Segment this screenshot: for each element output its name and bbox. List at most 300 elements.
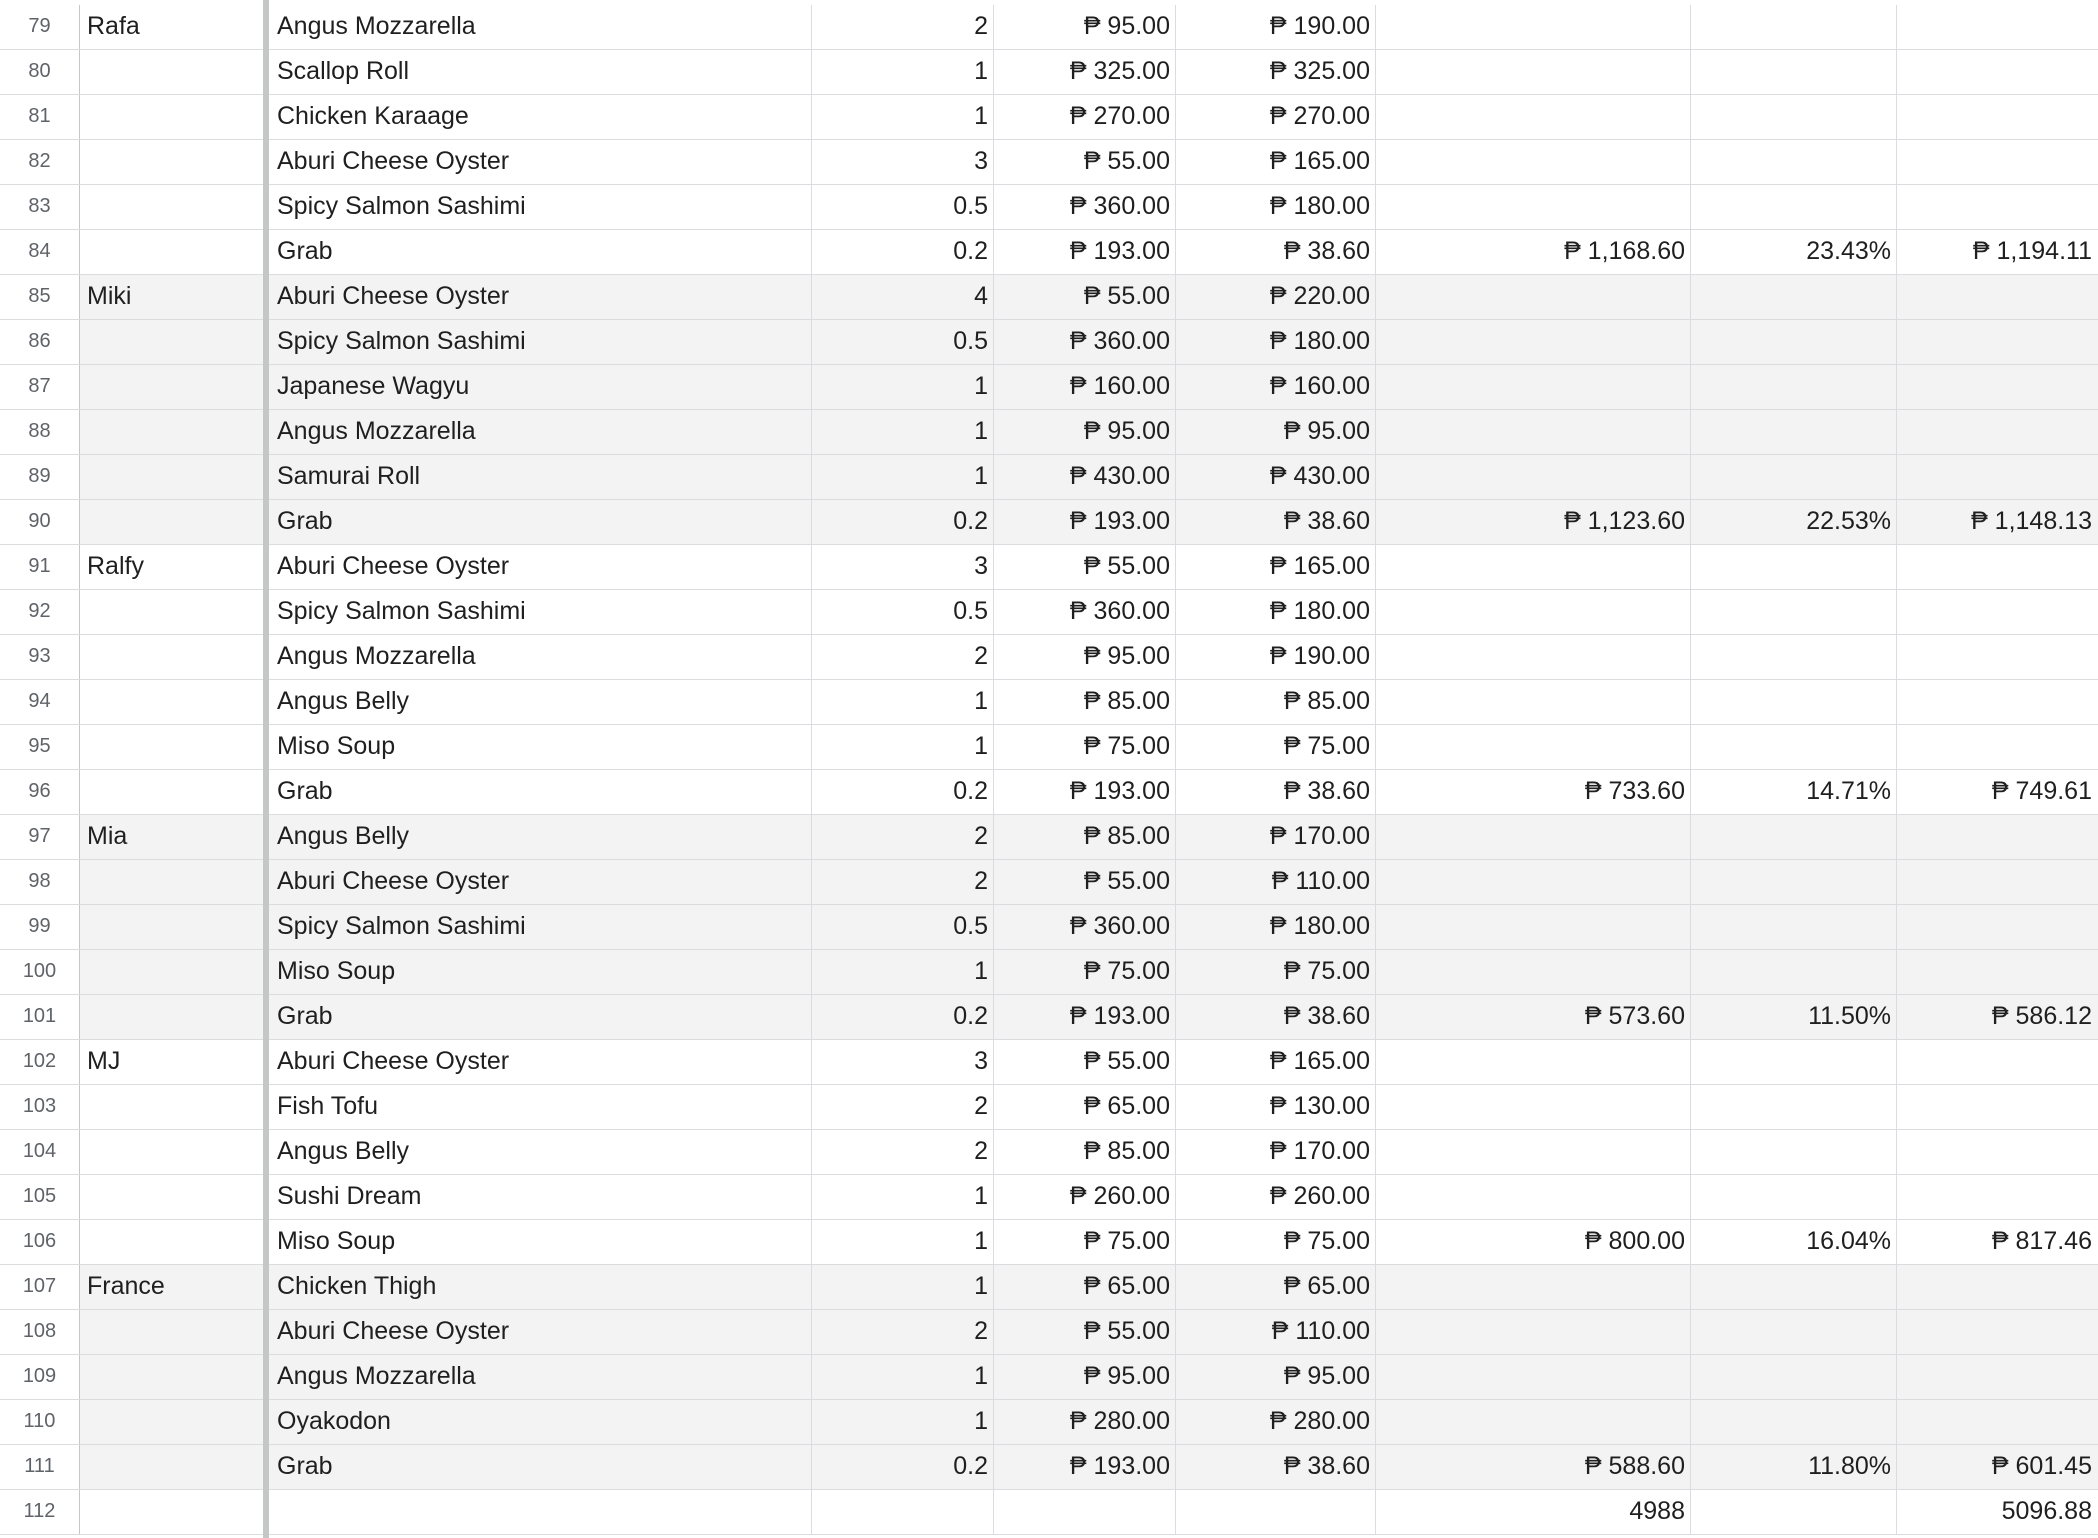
cell-amount-due[interactable]: [1897, 1085, 2098, 1129]
cell-quantity[interactable]: 2: [812, 860, 994, 904]
cell-line-total[interactable]: ₱ 38.60: [1176, 770, 1376, 814]
cell-person-subtotal[interactable]: ₱ 573.60: [1376, 995, 1691, 1039]
cell-amount-due[interactable]: [1897, 50, 2098, 94]
cell-person-subtotal[interactable]: [1376, 1310, 1691, 1354]
row-number[interactable]: 91: [0, 545, 80, 589]
cell-person-subtotal[interactable]: [1376, 50, 1691, 94]
cell-amount-due[interactable]: [1897, 860, 2098, 904]
cell-person-name[interactable]: [80, 185, 266, 229]
cell-person-subtotal[interactable]: [1376, 905, 1691, 949]
cell-person-subtotal[interactable]: [1376, 185, 1691, 229]
cell-person-subtotal[interactable]: [1376, 635, 1691, 679]
cell-share-percent[interactable]: [1691, 95, 1897, 139]
cell-person-name[interactable]: [80, 1085, 266, 1129]
row-number[interactable]: 98: [0, 860, 80, 904]
cell-unit-price[interactable]: ₱ 193.00: [994, 770, 1176, 814]
cell-unit-price[interactable]: ₱ 75.00: [994, 725, 1176, 769]
cell-share-percent[interactable]: [1691, 1130, 1897, 1174]
cell-person-name[interactable]: [80, 500, 266, 544]
cell-line-total[interactable]: ₱ 75.00: [1176, 950, 1376, 994]
cell-person-name[interactable]: [80, 635, 266, 679]
cell-amount-due[interactable]: 5096.88: [2001, 1497, 2092, 1525]
cell-share-percent[interactable]: [1691, 590, 1897, 634]
cell-quantity[interactable]: 0.2: [812, 770, 994, 814]
cell-unit-price[interactable]: ₱ 55.00: [994, 1310, 1176, 1354]
row-number[interactable]: 83: [0, 185, 80, 229]
cell-unit-price[interactable]: ₱ 280.00: [994, 1400, 1176, 1444]
cell-person-subtotal[interactable]: [1376, 860, 1691, 904]
cell-line-total[interactable]: ₱ 270.00: [1176, 95, 1376, 139]
cell-item[interactable]: Spicy Salmon Sashimi: [269, 590, 812, 634]
cell-line-total[interactable]: [1176, 1490, 1376, 1534]
row-number[interactable]: 105: [0, 1175, 80, 1219]
row-number[interactable]: 100: [0, 950, 80, 994]
cell-line-total[interactable]: ₱ 75.00: [1176, 725, 1376, 769]
cell-person-name[interactable]: [80, 680, 266, 724]
cell-person-name[interactable]: Ralfy: [80, 545, 266, 589]
cell-item[interactable]: Miso Soup: [269, 950, 812, 994]
cell-share-percent[interactable]: 23.43%: [1691, 230, 1897, 274]
row-number[interactable]: 107: [0, 1265, 80, 1309]
cell-unit-price[interactable]: ₱ 55.00: [994, 140, 1176, 184]
cell-unit-price[interactable]: ₱ 95.00: [994, 5, 1176, 49]
cell-person-name[interactable]: [80, 1175, 266, 1219]
row-number[interactable]: 103: [0, 1085, 80, 1129]
cell-person-subtotal[interactable]: [1376, 410, 1691, 454]
cell-item[interactable]: Oyakodon: [269, 1400, 812, 1444]
cell-line-total[interactable]: ₱ 180.00: [1176, 905, 1376, 949]
cell-amount-due[interactable]: [1897, 455, 2098, 499]
cell-line-total[interactable]: ₱ 170.00: [1176, 815, 1376, 859]
cell-person-subtotal[interactable]: [1376, 590, 1691, 634]
cell-quantity[interactable]: 0.5: [812, 590, 994, 634]
row-number[interactable]: 84: [0, 230, 80, 274]
cell-unit-price[interactable]: ₱ 55.00: [994, 275, 1176, 319]
row-number[interactable]: 92: [0, 590, 80, 634]
cell-line-total[interactable]: ₱ 170.00: [1176, 1130, 1376, 1174]
row-number[interactable]: 96: [0, 770, 80, 814]
cell-share-percent[interactable]: [1691, 950, 1897, 994]
cell-item[interactable]: Angus Mozzarella: [269, 1355, 812, 1399]
cell-share-percent[interactable]: [1691, 635, 1897, 679]
cell-person-subtotal[interactable]: [1376, 1040, 1691, 1084]
cell-quantity[interactable]: 0.2: [812, 500, 994, 544]
cell-share-percent[interactable]: [1691, 275, 1897, 319]
cell-unit-price[interactable]: ₱ 193.00: [994, 1445, 1176, 1489]
cell-amount-due[interactable]: [1897, 185, 2098, 229]
cell-item[interactable]: Angus Belly: [269, 815, 812, 859]
cell-line-total[interactable]: ₱ 38.60: [1176, 230, 1376, 274]
cell-line-total[interactable]: ₱ 190.00: [1176, 5, 1376, 49]
cell-person-name[interactable]: [80, 590, 266, 634]
cell-line-total[interactable]: ₱ 220.00: [1176, 275, 1376, 319]
cell-unit-price[interactable]: ₱ 360.00: [994, 320, 1176, 364]
cell-item[interactable]: Aburi Cheese Oyster: [269, 545, 812, 589]
row-number[interactable]: 82: [0, 140, 80, 184]
cell-item[interactable]: Scallop Roll: [269, 50, 812, 94]
cell-share-percent[interactable]: [1691, 1265, 1897, 1309]
cell-share-percent[interactable]: [1691, 680, 1897, 724]
cell-unit-price[interactable]: ₱ 95.00: [994, 635, 1176, 679]
cell-person-name[interactable]: [80, 1310, 266, 1354]
cell-quantity[interactable]: 3: [812, 1040, 994, 1084]
cell-item[interactable]: Miso Soup: [269, 1220, 812, 1264]
row-number[interactable]: 102: [0, 1040, 80, 1084]
cell-person-subtotal[interactable]: ₱ 800.00: [1376, 1220, 1691, 1264]
cell-person-name[interactable]: [80, 95, 266, 139]
cell-person-name[interactable]: [80, 410, 266, 454]
cell-amount-due[interactable]: [1897, 365, 2098, 409]
cell-amount-due[interactable]: [1897, 410, 2098, 454]
cell-share-percent[interactable]: [1691, 365, 1897, 409]
cell-amount-due[interactable]: [1897, 1130, 2098, 1174]
cell-share-percent[interactable]: [1691, 1040, 1897, 1084]
cell-person-subtotal[interactable]: 4988: [1376, 1490, 1691, 1534]
cell-unit-price[interactable]: ₱ 260.00: [994, 1175, 1176, 1219]
cell-line-total[interactable]: ₱ 165.00: [1176, 1040, 1376, 1084]
cell-person-subtotal[interactable]: [1376, 1130, 1691, 1174]
row-number[interactable]: 109: [0, 1355, 80, 1399]
cell-item[interactable]: Chicken Karaage: [269, 95, 812, 139]
cell-share-percent[interactable]: [1691, 410, 1897, 454]
cell-quantity[interactable]: 1: [812, 95, 994, 139]
cell-quantity[interactable]: 0.2: [812, 230, 994, 274]
row-number[interactable]: 87: [0, 365, 80, 409]
cell-person-name[interactable]: [80, 905, 266, 949]
cell-quantity[interactable]: 0.2: [812, 1445, 994, 1489]
row-number[interactable]: 111: [0, 1445, 80, 1489]
cell-amount-due[interactable]: [1897, 140, 2098, 184]
cell-quantity[interactable]: 2: [812, 5, 994, 49]
cell-item[interactable]: Angus Mozzarella: [269, 5, 812, 49]
cell-item[interactable]: Fish Tofu: [269, 1085, 812, 1129]
cell-amount-due[interactable]: [1897, 5, 2098, 49]
cell-unit-price[interactable]: ₱ 85.00: [994, 815, 1176, 859]
cell-share-percent[interactable]: [1691, 140, 1897, 184]
cell-person-name[interactable]: France: [80, 1265, 266, 1309]
cell-item[interactable]: Angus Belly: [269, 680, 812, 724]
cell-item[interactable]: Grab: [269, 995, 812, 1039]
cell-person-subtotal[interactable]: [1376, 545, 1691, 589]
cell-unit-price[interactable]: ₱ 360.00: [994, 185, 1176, 229]
cell-item[interactable]: Grab: [269, 1445, 812, 1489]
cell-person-subtotal[interactable]: [1376, 95, 1691, 139]
cell-person-name[interactable]: [80, 1445, 266, 1489]
cell-item[interactable]: Chicken Thigh: [269, 1265, 812, 1309]
cell-person-name[interactable]: [80, 1400, 266, 1444]
cell-person-subtotal[interactable]: ₱ 588.60: [1376, 1445, 1691, 1489]
cell-person-name[interactable]: [80, 950, 266, 994]
cell-amount-due[interactable]: [1897, 680, 2098, 724]
cell-quantity[interactable]: [812, 1490, 994, 1534]
cell-share-percent[interactable]: [1691, 50, 1897, 94]
row-number[interactable]: 80: [0, 50, 80, 94]
cell-amount-due[interactable]: [1897, 545, 2098, 589]
cell-line-total[interactable]: ₱ 280.00: [1176, 1400, 1376, 1444]
cell-share-percent[interactable]: [1691, 545, 1897, 589]
cell-amount-due[interactable]: [1897, 1310, 2098, 1354]
cell-person-subtotal[interactable]: [1376, 320, 1691, 364]
cell-amount-due[interactable]: ₱ 1,148.13: [1897, 500, 2098, 544]
cell-unit-price[interactable]: ₱ 95.00: [994, 410, 1176, 454]
cell-quantity[interactable]: 4: [812, 275, 994, 319]
cell-amount-due[interactable]: [1897, 1355, 2098, 1399]
cell-person-subtotal[interactable]: [1376, 140, 1691, 184]
cell-person-subtotal[interactable]: [1376, 455, 1691, 499]
cell-item[interactable]: Aburi Cheese Oyster: [269, 1310, 812, 1354]
cell-unit-price[interactable]: ₱ 65.00: [994, 1265, 1176, 1309]
cell-line-total[interactable]: ₱ 160.00: [1176, 365, 1376, 409]
cell-person-subtotal[interactable]: [1376, 680, 1691, 724]
cell-person-name[interactable]: [80, 860, 266, 904]
cell-amount-due[interactable]: [1897, 635, 2098, 679]
cell-unit-price[interactable]: ₱ 160.00: [994, 365, 1176, 409]
row-number[interactable]: 95: [0, 725, 80, 769]
cell-item[interactable]: Miso Soup: [269, 725, 812, 769]
cell-quantity[interactable]: 3: [812, 140, 994, 184]
cell-unit-price[interactable]: ₱ 360.00: [994, 590, 1176, 634]
cell-amount-due[interactable]: ₱ 817.46: [1991, 1227, 2092, 1255]
cell-person-name[interactable]: Miki: [80, 275, 266, 319]
cell-share-percent[interactable]: [1691, 1085, 1897, 1129]
cell-share-percent[interactable]: [1691, 1355, 1897, 1399]
cell-person-name[interactable]: [80, 320, 266, 364]
frozen-column-divider[interactable]: [263, 0, 269, 1538]
row-number[interactable]: 104: [0, 1130, 80, 1174]
cell-item[interactable]: Japanese Wagyu: [269, 365, 812, 409]
cell-person-name[interactable]: [80, 1355, 266, 1399]
cell-amount-due[interactable]: [1897, 1265, 2098, 1309]
cell-amount-due[interactable]: [1897, 95, 2098, 139]
cell-share-percent[interactable]: 22.53%: [1691, 500, 1897, 544]
cell-share-percent[interactable]: [1691, 185, 1897, 229]
cell-item[interactable]: Angus Mozzarella: [269, 635, 812, 679]
cell-line-total[interactable]: ₱ 38.60: [1176, 1445, 1376, 1489]
row-number[interactable]: 108: [0, 1310, 80, 1354]
cell-amount-due[interactable]: [1897, 1400, 2098, 1444]
cell-quantity[interactable]: 2: [812, 1085, 994, 1129]
cell-amount-due[interactable]: ₱ 749.61: [1991, 777, 2092, 805]
cell-item[interactable]: Spicy Salmon Sashimi: [269, 905, 812, 949]
cell-line-total[interactable]: ₱ 260.00: [1176, 1175, 1376, 1219]
cell-item[interactable]: Aburi Cheese Oyster: [269, 1040, 812, 1084]
cell-unit-price[interactable]: ₱ 193.00: [994, 995, 1176, 1039]
cell-person-name[interactable]: [80, 230, 266, 274]
cell-share-percent[interactable]: [1691, 1490, 1897, 1534]
cell-amount-due[interactable]: [1897, 725, 2098, 769]
cell-person-subtotal[interactable]: [1376, 1085, 1691, 1129]
cell-person-subtotal[interactable]: [1376, 1400, 1691, 1444]
cell-line-total[interactable]: ₱ 130.00: [1176, 1085, 1376, 1129]
row-number[interactable]: 97: [0, 815, 80, 859]
cell-person-subtotal[interactable]: [1376, 725, 1691, 769]
cell-unit-price[interactable]: ₱ 75.00: [994, 950, 1176, 994]
cell-amount-due[interactable]: [1897, 1175, 2098, 1219]
cell-person-name[interactable]: Rafa: [80, 5, 266, 49]
cell-line-total[interactable]: ₱ 65.00: [1176, 1265, 1376, 1309]
cell-person-subtotal[interactable]: [1376, 1265, 1691, 1309]
cell-share-percent[interactable]: [1691, 1310, 1897, 1354]
cell-person-subtotal[interactable]: ₱ 1,168.60: [1376, 230, 1691, 274]
cell-quantity[interactable]: 1: [812, 50, 994, 94]
cell-person-name[interactable]: [80, 725, 266, 769]
cell-quantity[interactable]: 1: [812, 1265, 994, 1309]
cell-line-total[interactable]: ₱ 430.00: [1176, 455, 1376, 499]
row-number[interactable]: 99: [0, 905, 80, 949]
cell-unit-price[interactable]: ₱ 55.00: [994, 545, 1176, 589]
cell-quantity[interactable]: 1: [812, 1400, 994, 1444]
cell-amount-due[interactable]: [1897, 590, 2098, 634]
row-number[interactable]: 112: [0, 1490, 80, 1534]
cell-share-percent[interactable]: [1691, 5, 1897, 49]
cell-line-total[interactable]: ₱ 165.00: [1176, 545, 1376, 589]
cell-quantity[interactable]: 1: [812, 365, 994, 409]
cell-person-name[interactable]: [80, 1490, 266, 1534]
cell-item[interactable]: Angus Mozzarella: [269, 410, 812, 454]
cell-amount-due[interactable]: [1897, 275, 2098, 319]
cell-quantity[interactable]: 1: [812, 1175, 994, 1219]
cell-quantity[interactable]: 1: [812, 455, 994, 499]
cell-item[interactable]: Angus Belly: [269, 1130, 812, 1174]
cell-quantity[interactable]: 1: [812, 725, 994, 769]
row-number[interactable]: 93: [0, 635, 80, 679]
row-number[interactable]: 94: [0, 680, 80, 724]
cell-item[interactable]: Samurai Roll: [269, 455, 812, 499]
row-number[interactable]: 110: [0, 1400, 80, 1444]
cell-quantity[interactable]: 2: [812, 635, 994, 679]
cell-unit-price[interactable]: ₱ 325.00: [994, 50, 1176, 94]
cell-share-percent[interactable]: [1691, 860, 1897, 904]
row-number[interactable]: 81: [0, 95, 80, 139]
row-number[interactable]: 101: [0, 995, 80, 1039]
cell-item[interactable]: Spicy Salmon Sashimi: [269, 185, 812, 229]
cell-share-percent[interactable]: [1691, 725, 1897, 769]
cell-person-subtotal[interactable]: [1376, 275, 1691, 319]
cell-person-subtotal[interactable]: [1376, 1175, 1691, 1219]
cell-share-percent[interactable]: [1691, 1400, 1897, 1444]
cell-line-total[interactable]: ₱ 95.00: [1176, 410, 1376, 454]
cell-amount-due[interactable]: [1897, 320, 2098, 364]
cell-quantity[interactable]: 0.2: [812, 995, 994, 1039]
cell-quantity[interactable]: 2: [812, 1310, 994, 1354]
cell-line-total[interactable]: ₱ 110.00: [1176, 860, 1376, 904]
cell-item[interactable]: Grab: [269, 770, 812, 814]
cell-line-total[interactable]: ₱ 38.60: [1176, 995, 1376, 1039]
cell-amount-due[interactable]: [1897, 950, 2098, 994]
cell-person-name[interactable]: Mia: [80, 815, 266, 859]
cell-person-name[interactable]: MJ: [80, 1040, 266, 1084]
cell-share-percent[interactable]: [1691, 1175, 1897, 1219]
cell-amount-due[interactable]: [1897, 1040, 2098, 1084]
cell-share-percent[interactable]: [1691, 320, 1897, 364]
cell-item[interactable]: Aburi Cheese Oyster: [269, 860, 812, 904]
cell-person-name[interactable]: [80, 50, 266, 94]
cell-unit-price[interactable]: ₱ 55.00: [994, 860, 1176, 904]
cell-quantity[interactable]: 1: [812, 1355, 994, 1399]
cell-item[interactable]: Grab: [269, 230, 812, 274]
cell-item[interactable]: Aburi Cheese Oyster: [269, 275, 812, 319]
cell-person-name[interactable]: [80, 140, 266, 184]
row-number[interactable]: 85: [0, 275, 80, 319]
cell-line-total[interactable]: ₱ 85.00: [1176, 680, 1376, 724]
row-number[interactable]: 79: [0, 5, 80, 49]
cell-amount-due[interactable]: ₱ 1,194.11: [1972, 237, 2092, 265]
row-number[interactable]: 90: [0, 500, 80, 544]
cell-quantity[interactable]: 3: [812, 545, 994, 589]
cell-item[interactable]: Grab: [269, 500, 812, 544]
row-number[interactable]: 89: [0, 455, 80, 499]
cell-line-total[interactable]: ₱ 75.00: [1176, 1220, 1376, 1264]
cell-share-percent[interactable]: [1691, 905, 1897, 949]
cell-unit-price[interactable]: ₱ 75.00: [994, 1220, 1176, 1264]
cell-person-name[interactable]: [80, 995, 266, 1039]
cell-unit-price[interactable]: ₱ 55.00: [994, 1040, 1176, 1084]
cell-person-subtotal[interactable]: [1376, 950, 1691, 994]
cell-person-subtotal[interactable]: [1376, 1355, 1691, 1399]
cell-line-total[interactable]: ₱ 190.00: [1176, 635, 1376, 679]
cell-person-name[interactable]: [80, 455, 266, 499]
cell-person-subtotal[interactable]: [1376, 365, 1691, 409]
cell-line-total[interactable]: ₱ 165.00: [1176, 140, 1376, 184]
cell-share-percent[interactable]: 14.71%: [1691, 770, 1897, 814]
cell-item[interactable]: Spicy Salmon Sashimi: [269, 320, 812, 364]
cell-quantity[interactable]: 0.5: [812, 905, 994, 949]
cell-quantity[interactable]: 1: [812, 680, 994, 724]
row-number[interactable]: 88: [0, 410, 80, 454]
cell-share-percent[interactable]: 11.80%: [1691, 1445, 1897, 1489]
cell-unit-price[interactable]: ₱ 430.00: [994, 455, 1176, 499]
cell-unit-price[interactable]: ₱ 85.00: [994, 1130, 1176, 1174]
cell-person-subtotal[interactable]: ₱ 1,123.60: [1376, 500, 1691, 544]
cell-person-subtotal[interactable]: ₱ 733.60: [1376, 770, 1691, 814]
cell-person-subtotal[interactable]: [1376, 815, 1691, 859]
cell-amount-due[interactable]: ₱ 601.45: [1897, 1445, 2098, 1489]
cell-person-name[interactable]: [80, 365, 266, 409]
cell-unit-price[interactable]: ₱ 85.00: [994, 680, 1176, 724]
cell-share-percent[interactable]: [1691, 455, 1897, 499]
cell-unit-price[interactable]: ₱ 95.00: [994, 1355, 1176, 1399]
cell-item[interactable]: Sushi Dream: [269, 1175, 812, 1219]
cell-amount-due[interactable]: ₱ 586.12: [1897, 995, 2098, 1039]
cell-person-name[interactable]: [80, 770, 266, 814]
cell-quantity[interactable]: 0.5: [812, 320, 994, 364]
cell-line-total[interactable]: ₱ 95.00: [1176, 1355, 1376, 1399]
cell-unit-price[interactable]: ₱ 65.00: [994, 1085, 1176, 1129]
cell-line-total[interactable]: ₱ 325.00: [1176, 50, 1376, 94]
cell-share-percent[interactable]: 16.04%: [1691, 1220, 1897, 1264]
cell-quantity[interactable]: 2: [812, 1130, 994, 1174]
cell-quantity[interactable]: 1: [812, 1220, 994, 1264]
cell-line-total[interactable]: ₱ 180.00: [1176, 590, 1376, 634]
cell-unit-price[interactable]: ₱ 193.00: [994, 500, 1176, 544]
cell-line-total[interactable]: ₱ 180.00: [1176, 185, 1376, 229]
cell-unit-price[interactable]: ₱ 193.00: [994, 230, 1176, 274]
cell-person-subtotal[interactable]: [1376, 5, 1691, 49]
cell-amount-due[interactable]: [1897, 815, 2098, 859]
cell-quantity[interactable]: 2: [812, 815, 994, 859]
cell-share-percent[interactable]: 11.50%: [1691, 995, 1897, 1039]
cell-quantity[interactable]: 0.5: [812, 185, 994, 229]
cell-unit-price[interactable]: ₱ 270.00: [994, 95, 1176, 139]
cell-quantity[interactable]: 1: [812, 950, 994, 994]
cell-quantity[interactable]: 1: [812, 410, 994, 454]
cell-unit-price[interactable]: [994, 1490, 1176, 1534]
cell-share-percent[interactable]: [1691, 815, 1897, 859]
cell-person-name[interactable]: [80, 1220, 266, 1264]
cell-line-total[interactable]: ₱ 110.00: [1176, 1310, 1376, 1354]
cell-person-name[interactable]: [80, 1130, 266, 1174]
cell-item[interactable]: [269, 1490, 812, 1534]
